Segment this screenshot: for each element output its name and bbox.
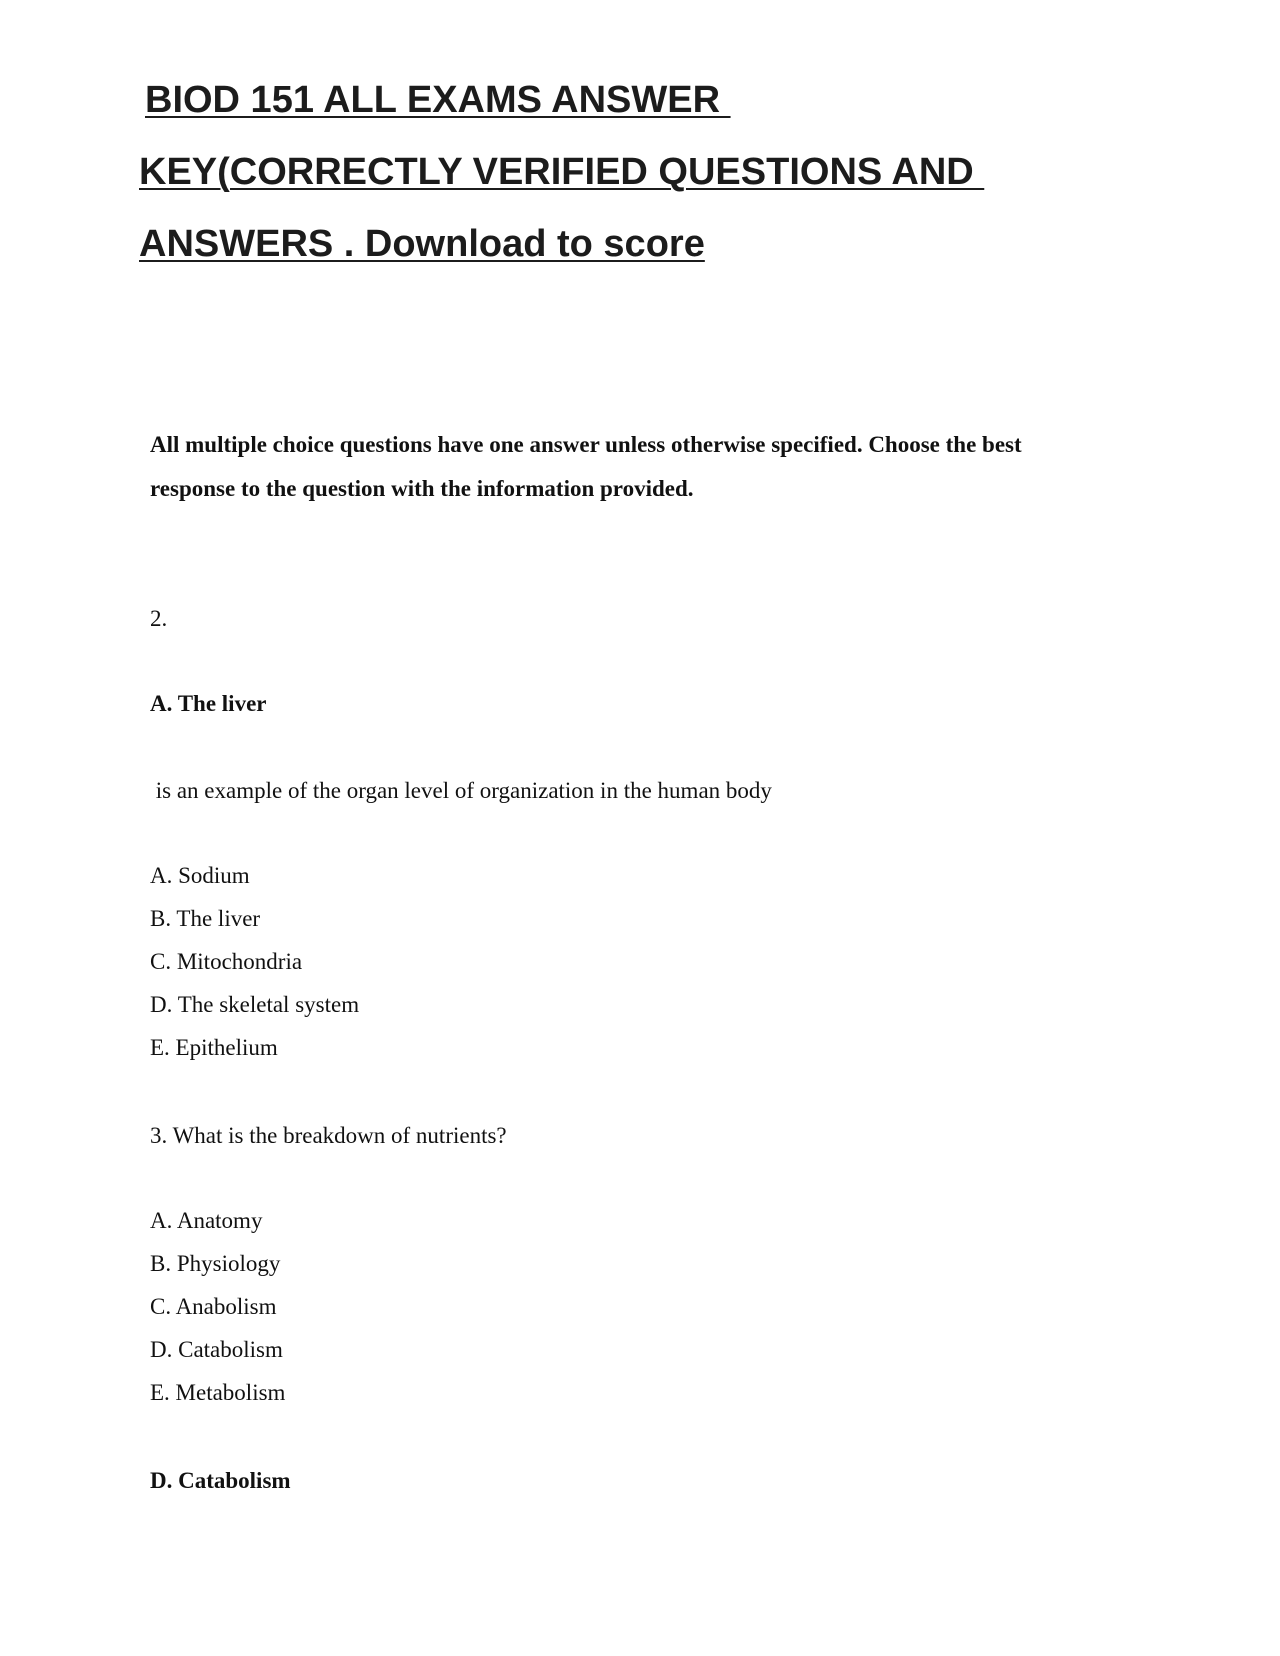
- question-3-answer: D. Catabolism: [150, 1468, 291, 1493]
- option-a: A. Anatomy: [150, 1208, 263, 1233]
- option-e: E. Metabolism: [150, 1380, 286, 1405]
- question-2-options: [150, 862, 359, 1077]
- question-2-stem: is an example of the organ level of organization in the human body: [150, 778, 772, 803]
- question-2-answer: A. The liver: [150, 691, 267, 716]
- question-2-number: 2.: [150, 606, 168, 631]
- option-b: B. Physiology: [150, 1251, 281, 1276]
- instructions-line-2: response to the question with the information provided.: [150, 476, 694, 501]
- document-title-line-1: BIOD 151 ALL EXAMS ANSWER: [145, 79, 731, 121]
- option-d: D. The skeletal system: [150, 992, 360, 1017]
- option-d: D. Catabolism: [150, 1337, 283, 1362]
- instructions-line-1: All multiple choice questions have one answer unless otherwise specified. Choose the best: [150, 432, 1022, 457]
- document-title-line-2: KEY(CORRECTLY VERIFIED QUESTIONS AND: [139, 151, 985, 193]
- question-3-options: [150, 1207, 285, 1422]
- option-e: E. Epithelium: [150, 1035, 278, 1060]
- option-c: C. Mitochondria: [150, 949, 303, 974]
- document-title-line-3: ANSWERS . Download to score: [139, 223, 705, 265]
- option-a: A. Sodium: [150, 863, 250, 888]
- option-c: C. Anabolism: [150, 1294, 277, 1319]
- question-3-stem: 3. What is the breakdown of nutrients?: [150, 1123, 507, 1148]
- option-b: B. The liver: [150, 906, 261, 931]
